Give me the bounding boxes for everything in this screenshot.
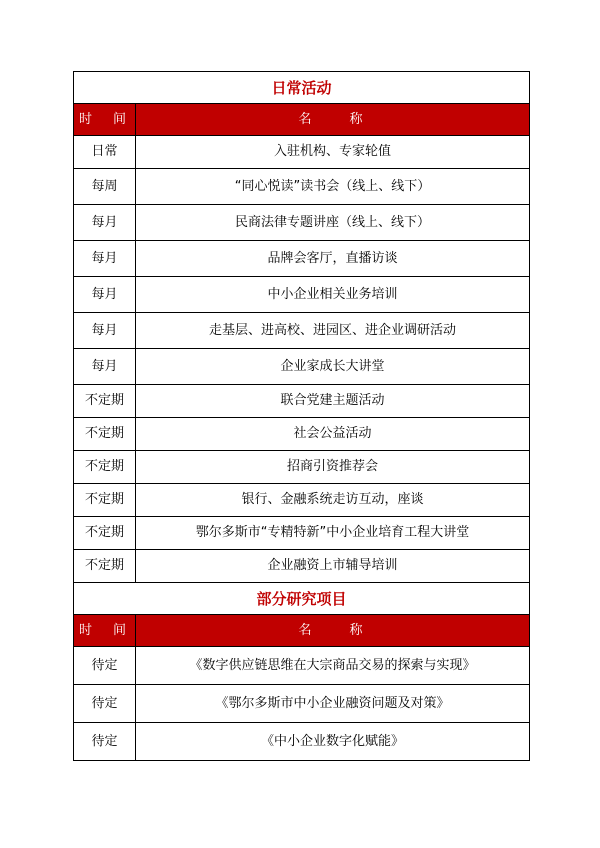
row-time: 待定: [74, 685, 136, 723]
table-row: [74, 484, 530, 517]
row-time: 不定期: [74, 418, 136, 451]
table-row: [74, 313, 530, 349]
row-time: 待定: [74, 723, 136, 761]
row-time: 每月: [74, 205, 136, 241]
table-header-row: [74, 104, 530, 136]
row-time: 每月: [74, 313, 136, 349]
table-row: [74, 136, 530, 169]
table-row: [74, 723, 530, 761]
row-time: 日常: [74, 136, 136, 169]
row-name: 企业融资上市辅导培训: [136, 550, 530, 583]
table-row: [74, 349, 530, 385]
row-name: 走基层、进高校、进园区、进企业调研活动: [136, 313, 530, 349]
table-row: [74, 241, 530, 277]
row-time: 每月: [74, 241, 136, 277]
section-title-research-projects: 部分研究项目: [74, 583, 530, 615]
row-time: 不定期: [74, 550, 136, 583]
row-name: 企业家成长大讲堂: [136, 349, 530, 385]
header-name: 名 称: [136, 104, 530, 136]
table-row: [74, 385, 530, 418]
row-name: 鄂尔多斯市“专精特新”中小企业培育工程大讲堂: [136, 517, 530, 550]
header-time: 时 间: [74, 615, 136, 647]
section-title-row: [74, 72, 530, 104]
row-name: 招商引资推荐会: [136, 451, 530, 484]
row-name: 社会公益活动: [136, 418, 530, 451]
row-time: 每月: [74, 349, 136, 385]
table-header-row: [74, 615, 530, 647]
row-name: 《数字供应链思维在大宗商品交易的探索与实现》: [136, 647, 530, 685]
row-time: 不定期: [74, 517, 136, 550]
row-name: 中小企业相关业务培训: [136, 277, 530, 313]
table-row: [74, 205, 530, 241]
row-name: 联合党建主题活动: [136, 385, 530, 418]
table-row: [74, 517, 530, 550]
table-row: [74, 550, 530, 583]
table-row: [74, 647, 530, 685]
row-name: 《中小企业数字化赋能》: [136, 723, 530, 761]
header-time: 时 间: [74, 104, 136, 136]
row-time: 待定: [74, 647, 136, 685]
section-title-daily-activities: 日常活动: [74, 72, 530, 104]
row-name: 银行、金融系统走访互动，座谈: [136, 484, 530, 517]
section-title-row: [74, 583, 530, 615]
table-row: [74, 685, 530, 723]
row-name: 入驻机构、专家轮值: [136, 136, 530, 169]
table-row: [74, 277, 530, 313]
header-name: 名 称: [136, 615, 530, 647]
table-row: [74, 169, 530, 205]
row-name: 《鄂尔多斯市中小企业融资问题及对策》: [136, 685, 530, 723]
table-row: [74, 451, 530, 484]
row-time: 每周: [74, 169, 136, 205]
table-row: [74, 418, 530, 451]
row-time: 每月: [74, 277, 136, 313]
row-time: 不定期: [74, 451, 136, 484]
row-name: “同心悦读”读书会（线上、线下）: [136, 169, 530, 205]
row-name: 民商法律专题讲座（线上、线下）: [136, 205, 530, 241]
activities-table: [73, 71, 530, 761]
row-time: 不定期: [74, 484, 136, 517]
row-name: 品牌会客厅，直播访谈: [136, 241, 530, 277]
row-time: 不定期: [74, 385, 136, 418]
